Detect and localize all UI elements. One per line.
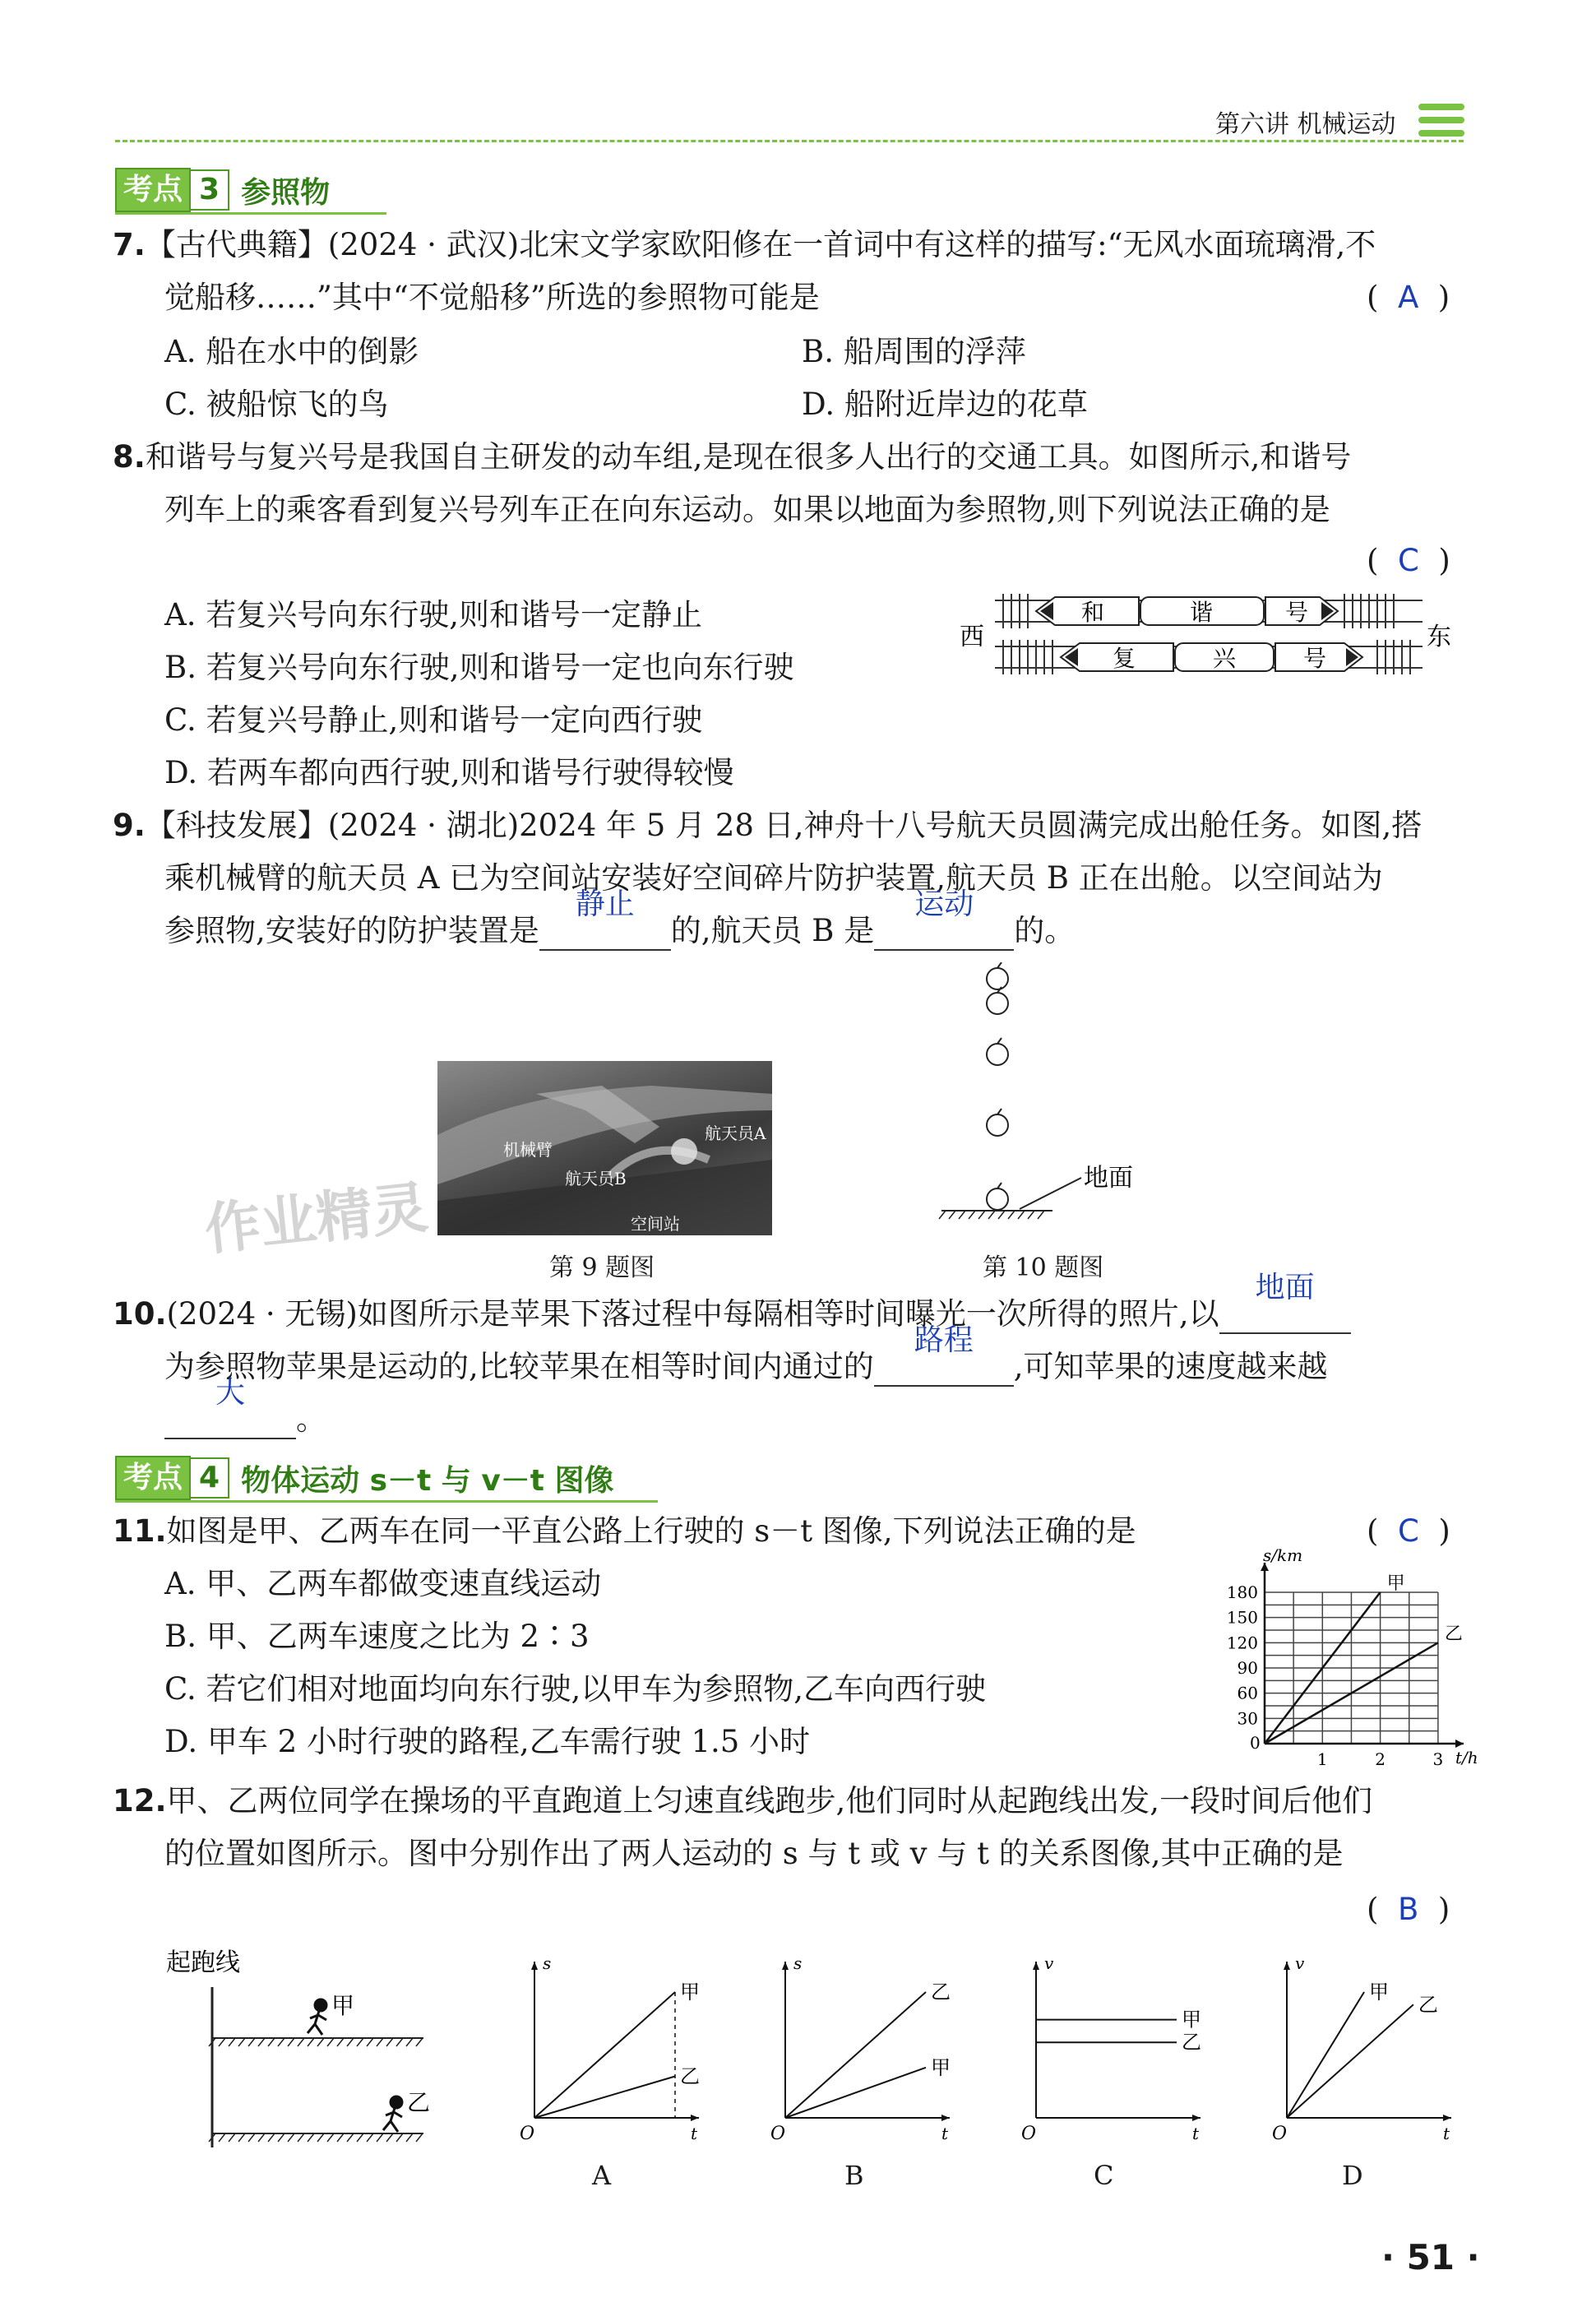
q12-series-line-1 (1287, 2004, 1413, 2118)
q9-text-line1: 【科技发展】(2024 · 湖北)2024 年 5 月 28 日,神舟十八号航天员圆满完成出舱任务。如图,搭 (145, 808, 1423, 843)
q12-x-axis-label: t (1443, 2124, 1450, 2143)
q10-blank3-answer: 大 (215, 1376, 245, 1410)
q12-series-label: 乙 (680, 2064, 700, 2088)
section-title: 参照物 (241, 175, 331, 210)
header-dashed-line (115, 140, 1464, 142)
q8-train1-char1: 和 (1081, 599, 1105, 626)
q12-series-label: 乙 (931, 1980, 951, 2004)
q12-letter-b: B (844, 2160, 864, 2191)
q12-series-label: 甲 (1182, 2008, 1201, 2031)
q11-x-tick-label: 3 (1432, 1749, 1444, 1768)
q11-option-a: A. 甲、乙两车都做变速直线运动 (164, 1566, 602, 1601)
q8-text-line1: 和谐号与复兴号是我国自主研发的动车组,是现在很多人出行的交通工具。如图所示,和谐号 (145, 439, 1352, 475)
q12-origin-label: O (1272, 2124, 1288, 2144)
q10-blank2-answer: 路程 (914, 1323, 974, 1357)
q12-x-axis-label: t (941, 2124, 949, 2143)
q11-y-tick-label: 90 (1237, 1658, 1258, 1678)
q11-x-tick-label: 2 (1375, 1749, 1386, 1768)
q9-line2: 乘机械臂的航天员 A 已为空间站安装好空间碎片防护装置,航天员 B 正在出舱。以空间站为 (164, 860, 1383, 896)
section-3-header (115, 168, 330, 212)
q12-runner-jia (308, 1999, 326, 2035)
q12-letter-d: D (1342, 2160, 1363, 2191)
q12-answer-paren: ( B ) (1367, 1892, 1450, 1927)
q7-line1 (113, 227, 1376, 263)
q8-train2-char2: 兴 (1213, 645, 1237, 672)
section-4-underline (115, 1500, 658, 1503)
q10-number: 10. (113, 1296, 167, 1332)
q12-y-arrow (531, 1962, 538, 1970)
q7-option-d: D. 船附近岸边的花草 (802, 387, 1088, 422)
q12-x-arrow (1192, 2115, 1200, 2121)
q10-blank2 (874, 1323, 1014, 1387)
q8-option-d: D. 若两车都向西行驶,则和谐号行驶得较慢 (164, 755, 734, 790)
q8-option-c: C. 若复兴号静止,则和谐号一定向西行驶 (164, 702, 703, 738)
q10-ground-label: 地面 (1084, 1164, 1133, 1193)
q12-series-label: 甲 (680, 1980, 700, 2004)
q12-origin-label: O (520, 2124, 535, 2144)
q12-chart-c (1003, 1949, 1217, 2150)
q10-line1 (113, 1271, 1351, 1334)
q12-y-axis-label: v (1295, 1953, 1305, 1973)
q11-y-tick-label: 60 (1237, 1683, 1258, 1703)
q11-y-axis-label: s/km (1263, 1546, 1303, 1565)
q11-y-tick-label: 150 (1226, 1607, 1258, 1628)
q12-x-axis-label: t (1192, 2124, 1200, 2143)
q11-series-label: 乙 (1444, 1624, 1463, 1645)
q12-line2: 的位置如图所示。图中分别作出了两人运动的 s 与 t 或 v 与 t 的关系图像,其中正确的是 (164, 1836, 1344, 1871)
q10-text-2b: ,可知苹果的速度越来越 (1013, 1349, 1328, 1384)
q12-x-arrow (941, 2115, 950, 2121)
q9-photo-label-station: 空间站 (631, 1214, 680, 1234)
q12-series-line-0 (1287, 1992, 1364, 2118)
q9-text-3c: 的。 (1014, 913, 1076, 948)
q12-series-line-1 (785, 2068, 926, 2118)
q7-option-a: A. 船在水中的倒影 (164, 334, 419, 369)
q12-x-arrow (691, 2115, 699, 2121)
q12-y-axis-label: s (793, 1953, 803, 1973)
q11-option-d: D. 甲车 2 小时行驶的路程,乙车需行驶 1.5 小时 (164, 1724, 811, 1759)
q7-option-b: B. 船周围的浮萍 (802, 334, 1026, 369)
q12-label-jia: 甲 (331, 1992, 355, 2019)
q11-number: 11. (113, 1513, 167, 1549)
section-3-underline (115, 212, 386, 215)
q8-train2-char3: 号 (1303, 645, 1327, 672)
header-logo-icon (1417, 100, 1466, 143)
q11-x-tick-label: 1 (1316, 1749, 1328, 1768)
q8-line2: 列车上的乘客看到复兴号列车正在向东运动。如果以地面为参照物,则下列说法正确的是 (164, 492, 1330, 527)
q7-line2: 觉船移……”其中“不觉船移”所选的参照物可能是 (164, 280, 820, 315)
q10-text-2a: 为参照物苹果是运动的,比较苹果在相等时间内通过的 (164, 1349, 874, 1384)
q8-answer: C (1397, 543, 1419, 578)
q12-origin-label: O (770, 2124, 786, 2144)
q12-series-line-0 (534, 1992, 675, 2118)
q8-number: 8. (113, 439, 146, 475)
q12-track-figure (164, 1946, 436, 2155)
q8-line1 (113, 439, 1351, 475)
q9-blank2 (874, 887, 1014, 951)
q12-series-label: 乙 (1418, 1993, 1438, 2017)
q12-series-line-0 (785, 1992, 926, 2118)
q7-answer: A (1397, 280, 1419, 315)
q9-space-photo (437, 1061, 772, 1235)
q12-text-line1: 甲、乙两位同学在操场的平直跑道上匀速直线跑步,他们同时从起跑线出发,一段时间后他们 (166, 1783, 1373, 1818)
q12-series-line-1 (534, 2077, 675, 2118)
q11-x-axis-label: t/h (1455, 1748, 1478, 1767)
q12-x-arrow (1443, 2115, 1451, 2121)
section-tag: 考点 (115, 168, 191, 212)
q12-chart-d (1254, 1949, 1468, 2150)
q11-x-arrow (1455, 1740, 1464, 1748)
q7-number: 7. (113, 227, 146, 262)
q9-blank2-answer: 运动 (914, 887, 974, 921)
q9-text-3a: 参照物,安装好的防护装置是 (164, 913, 539, 948)
q10-apple-figure (937, 962, 1184, 1237)
section-number: 3 (189, 169, 229, 211)
q9-line1 (113, 808, 1422, 844)
q8-train-hexie (1036, 597, 1338, 626)
q12-origin-label: O (1021, 2124, 1037, 2144)
q12-series-label: 甲 (931, 2055, 951, 2079)
q10-blank1 (1219, 1271, 1351, 1334)
q11-y-tick-label: 120 (1226, 1633, 1258, 1653)
q8-train1-char3: 号 (1285, 599, 1309, 626)
q10-blank3 (164, 1376, 296, 1439)
q9-blank1-answer: 静止 (575, 887, 635, 921)
q9-line3 (164, 887, 1076, 951)
q8-answer-paren: ( C ) (1367, 543, 1450, 578)
q12-start-line-label: 起跑线 (166, 1948, 240, 1977)
q12-line1 (113, 1783, 1372, 1819)
q11-answer-paren: ( C ) (1367, 1513, 1450, 1549)
q9-blank1 (539, 887, 671, 951)
q8-option-a: A. 若复兴号向东行驶,则和谐号一定静止 (164, 597, 703, 632)
q11-option-b: B. 甲、乙两车速度之比为 2∶3 (164, 1619, 590, 1654)
q11-series-label: 甲 (1386, 1573, 1405, 1594)
q12-chart-b (752, 1949, 966, 2150)
q9-photo-label-arm: 机械臂 (503, 1140, 553, 1160)
q10-text-3: 。 (296, 1401, 326, 1437)
q8-option-b: B. 若复兴号向东行驶,则和谐号一定也向东行驶 (164, 650, 794, 685)
q9-photo-label-a: 航天员A (705, 1123, 766, 1143)
q10-text-line1: (2024 · 无锡)如图所示是苹果下落过程中每隔相等时间曝光一次所得的照片,以 (166, 1296, 1219, 1332)
q7-option-c: C. 被船惊飞的鸟 (164, 387, 389, 422)
q9-photo-label-b: 航天员B (565, 1169, 627, 1188)
q12-y-arrow (1033, 1962, 1039, 1970)
q7-text-line1: 【古代典籍】(2024 · 武汉)北宋文学家欧阳修在一首词中有这样的描写:“无风水面琉璃滑,不 (145, 227, 1376, 262)
header-chapter: 第六讲 机械运动 (1215, 110, 1396, 139)
q12-letter-c: C (1094, 2160, 1114, 2191)
section-4-header (115, 1456, 614, 1500)
q12-label-yi: 乙 (407, 2089, 431, 2116)
q12-y-axis-label: v (1044, 1953, 1054, 1973)
q7-answer-paren: ( A ) (1367, 280, 1450, 315)
q8-train1-char2: 谐 (1190, 599, 1214, 626)
q8-east-label: 东 (1427, 623, 1451, 651)
q9-number: 9. (113, 808, 146, 843)
q9-text-3b: 的,航天员 B 是 (670, 913, 875, 948)
q12-runner-yi (383, 2096, 402, 2132)
q12-letter-a: A (592, 2160, 612, 2191)
section-tag: 考点 (115, 1456, 191, 1500)
q11-stem: 如图是甲、乙两车在同一平直公路上行驶的 s－t 图像,下列说法正确的是 (166, 1513, 1136, 1549)
q12-series-label: 乙 (1182, 2031, 1201, 2055)
q12-y-arrow (782, 1962, 789, 1970)
q8-train-figure (958, 589, 1468, 699)
section-title: 物体运动 s－t 与 v－t 图像 (241, 1463, 614, 1498)
q9-watermark: 作业精灵 (201, 1174, 432, 1263)
q8-west-label: 西 (960, 623, 984, 651)
q11-line1 (113, 1513, 1136, 1550)
q12-chart-a (502, 1949, 715, 2150)
q10-blank1-answer: 地面 (1255, 1271, 1315, 1304)
q9-caption: 第 9 题图 (549, 1253, 655, 1282)
q11-y-tick-label: 180 (1226, 1582, 1258, 1602)
q8-train-fuxing (1061, 643, 1362, 672)
q12-answer: B (1397, 1892, 1419, 1927)
page-number: · 51 · (1381, 2237, 1480, 2277)
section-number: 4 (189, 1457, 229, 1499)
q12-series-label: 甲 (1369, 1980, 1390, 2004)
q12-x-axis-label: t (691, 2124, 698, 2143)
q11-answer: C (1397, 1513, 1419, 1549)
q12-y-axis-label: s (543, 1953, 552, 1973)
q11-origin-label: 0 (1250, 1733, 1261, 1753)
q12-number: 12. (113, 1783, 167, 1818)
q11-option-c: C. 若它们相对地面均向东行驶,以甲车为参照物,乙车向西行驶 (164, 1671, 987, 1707)
q10-caption: 第 10 题图 (983, 1253, 1104, 1282)
q10-line3 (164, 1376, 326, 1439)
q11-y-tick-label: 30 (1237, 1708, 1258, 1729)
q8-train2-char1: 复 (1113, 645, 1136, 672)
q10-line2 (164, 1323, 1328, 1387)
q12-y-arrow (1284, 1962, 1290, 1970)
q11-st-chart (1200, 1546, 1480, 1772)
